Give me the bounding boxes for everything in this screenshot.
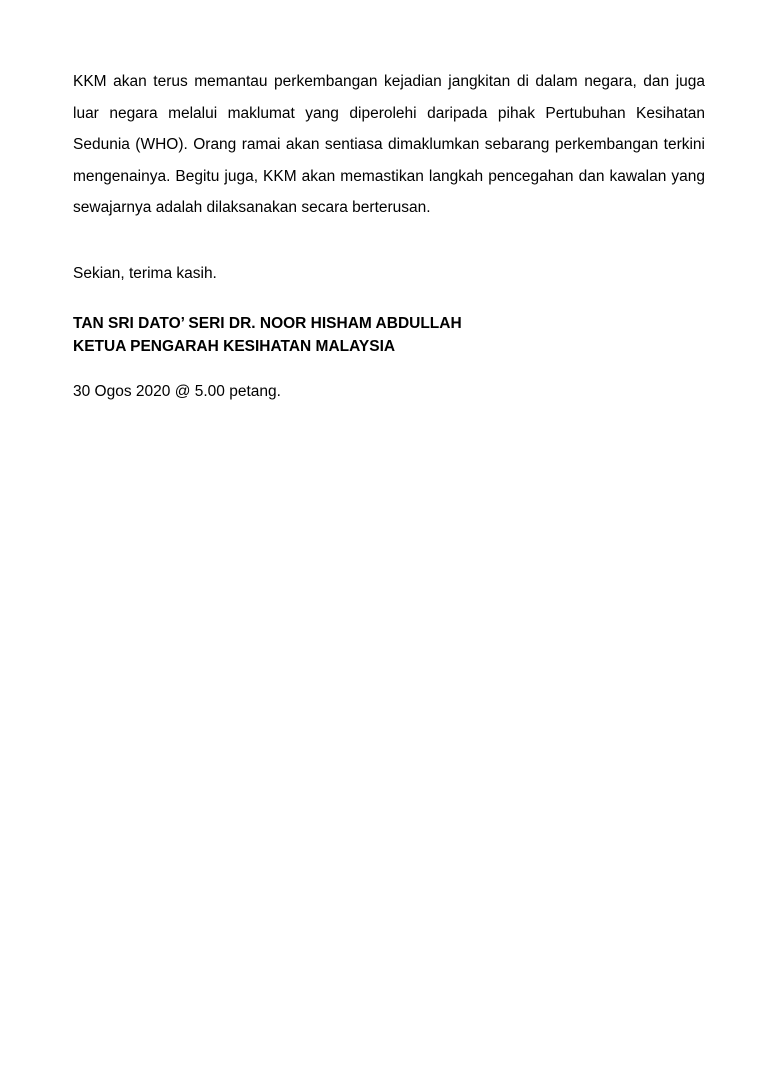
signatory-name: TAN SRI DATO’ SERI DR. NOOR HISHAM ABDULLAH <box>73 314 462 332</box>
closing-remark: Sekian, terima kasih. <box>73 264 217 282</box>
monitoring-statement-paragraph: KKM akan terus memantau perkembangan kejadian jangkitan di dalam negara, dan juga luar negara melalui maklumat yang diperolehi daripada pihak Pertubuhan Kesihatan Sedunia (WHO). Orang ramai akan sentiasa dimaklumkan sebarang perkembangan terkini mengenainya. Begitu juga, KKM akan memastikan langkah pencegahan dan kawalan yang sewajarnya adalah dilaksanakan secara berterusan. <box>73 73 705 216</box>
date-line: 30 Ogos 2020 @ 5.00 petang. <box>73 382 281 400</box>
signatory-title: KETUA PENGARAH KESIHATAN MALAYSIA <box>73 337 396 355</box>
signature-block <box>73 312 705 358</box>
